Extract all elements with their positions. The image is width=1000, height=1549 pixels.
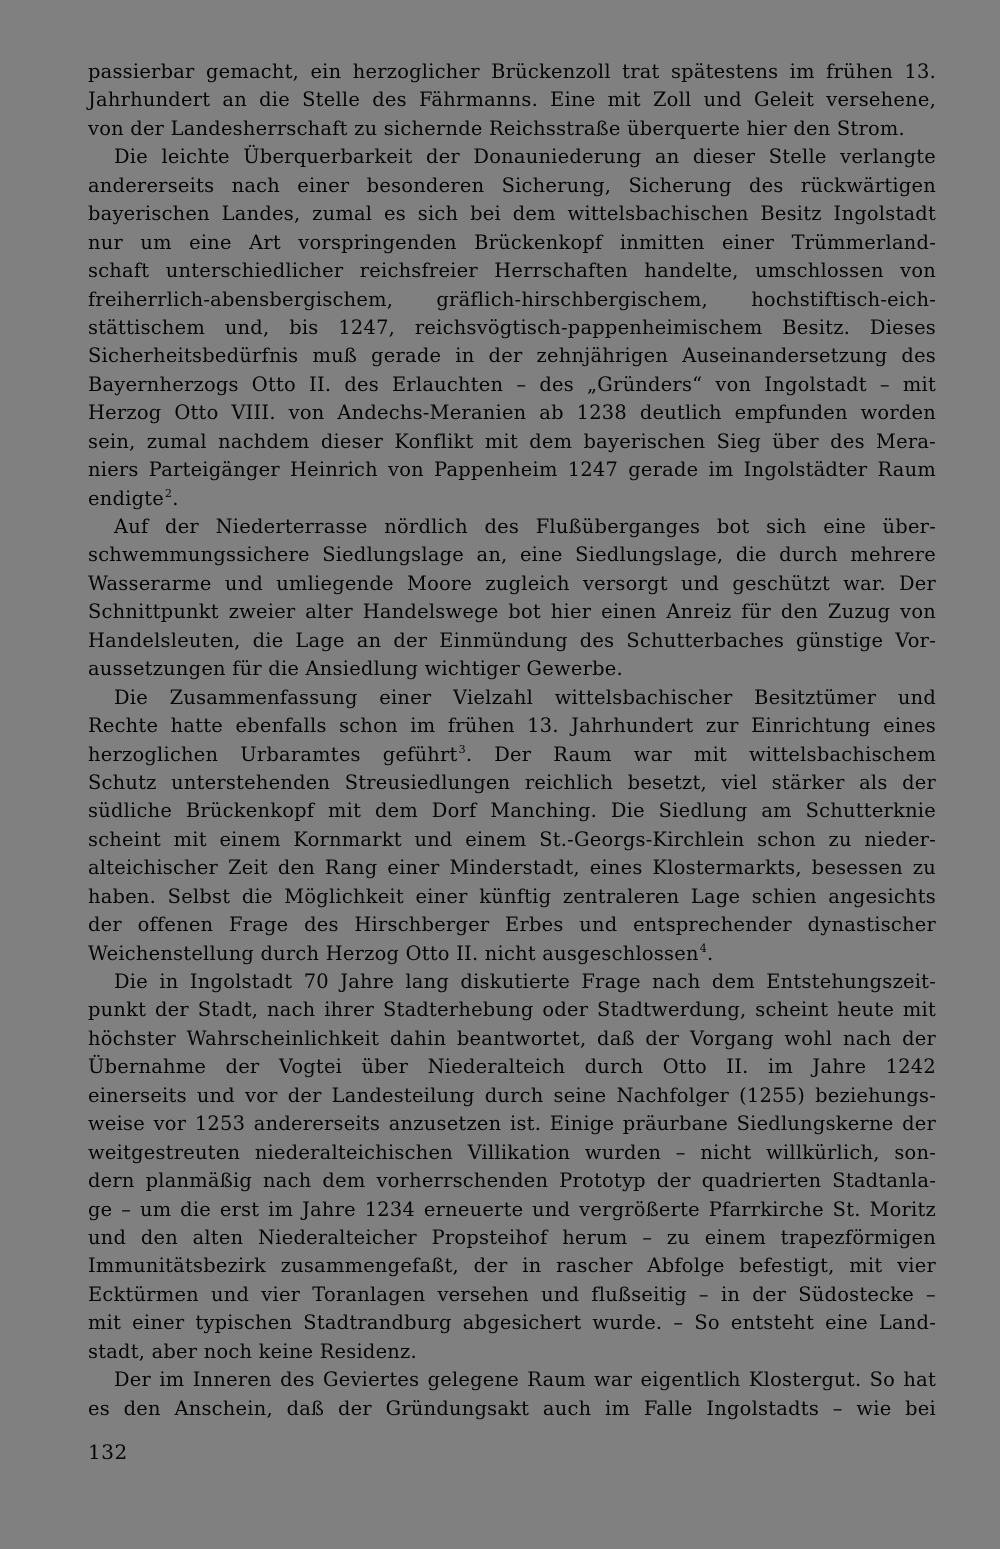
text-line	[88, 428, 936, 456]
line-text: sein, zumal nachdem dieser Konflikt mit dem bayerischen Sieg über des Mera-	[88, 429, 936, 453]
text-line	[88, 1366, 936, 1394]
text-line	[88, 883, 936, 911]
text-line	[88, 1053, 936, 1081]
line-text: endigte	[88, 486, 165, 510]
text-line	[88, 940, 936, 968]
text-line	[88, 1139, 936, 1167]
line-text: stadt, aber noch keine Residenz.	[88, 1339, 417, 1363]
text-line	[88, 655, 936, 683]
line-text: bayerischen Landes, zumal es sich bei dem wittelsbachischen Besitz Ingolstadt	[88, 202, 936, 226]
text-line	[88, 968, 936, 996]
line-text: der offenen Frage des Hirschberger Erbes und entsprechender dynastischer	[88, 913, 936, 937]
text-line	[88, 1025, 936, 1053]
line-text: Immunitätsbezirk zusammengefaßt, der in rascher Abfolge befestigt, mit vier	[88, 1254, 936, 1278]
text-line	[88, 115, 936, 143]
text-line	[88, 1110, 936, 1138]
text-line	[88, 769, 936, 797]
line-text: Schutz unterstehenden Streusiedlungen reichlich besetzt, viel stärker als der	[88, 770, 936, 794]
line-text: höchster Wahrscheinlichkeit dahin beantwortet, daß der Vorgang wohl nach der	[88, 1026, 936, 1050]
line-text: ge – um die erst im Jahre 1234 erneuerte und vergrößerte Pfarrkirche St. Moritz	[88, 1197, 936, 1221]
text-line	[88, 1281, 936, 1309]
text-line	[88, 627, 936, 655]
line-text: und den alten Niederalteicher Propsteihof herum – zu einem trapezförmigen	[88, 1225, 936, 1249]
text-line	[88, 1224, 936, 1252]
line-text: Rechte hatte ebenfalls schon im frühen 13. Jahrhundert zur Einrichtung eines	[88, 714, 936, 738]
line-text: Wasserarme und umliegende Moore zugleich versorgt und geschützt war. Der	[88, 571, 936, 595]
text-line	[88, 570, 936, 598]
text-line	[88, 143, 936, 171]
line-text: alteichischer Zeit den Rang einer Minderstadt, eines Klostermarkts, besessen zu	[88, 856, 936, 880]
line-text: weitgestreuten niederalteichischen Villikation wurden – nicht willkürlich, son-	[88, 1140, 936, 1164]
text-line	[88, 826, 936, 854]
page-number: 132	[88, 1440, 128, 1464]
text-line	[88, 314, 936, 342]
line-text: Handelsleuten, die Lage an der Einmündung des Schutterbaches günstige Vor-	[88, 628, 936, 652]
line-text: schaft unterschiedlicher reichsfreier Herrschaften handelte, umschlossen von	[88, 259, 936, 283]
text-line	[88, 172, 936, 200]
line-text: einerseits und vor der Landesteilung durch seine Nachfolger (1255) beziehungs-	[88, 1083, 936, 1107]
text-line	[88, 598, 936, 626]
text-line	[88, 996, 936, 1024]
text-line	[88, 684, 936, 712]
line-text: herzoglichen Urbaramtes geführt	[88, 742, 458, 766]
text-line	[88, 86, 936, 114]
line-text: aussetzungen für die Ansiedlung wichtiger Gewerbe.	[88, 657, 623, 681]
line-text: Sicherheitsbedürfnis muß gerade in der zehnjährigen Auseinandersetzung des	[88, 344, 936, 368]
line-text: punkt der Stadt, nach ihrer Stadterhebung oder Stadtwerdung, scheint heute mit	[88, 998, 936, 1022]
line-text: stättischem und, bis 1247, reichsvögtisch-pappenheimischem Besitz. Dieses	[88, 315, 936, 339]
line-text: Der im Inneren des Geviertes gelegene Raum war eigentlich Klostergut. So hat	[114, 1368, 936, 1392]
line-text: Herzog Otto VIII. von Andechs-Meranien ab 1238 deutlich empfunden worden	[88, 401, 936, 425]
line-text: schwemmungssichere Siedlungslage an, eine Siedlungslage, die durch mehrere	[88, 543, 936, 567]
line-text: passierbar gemacht, ein herzoglicher Brückenzoll trat spätestens im frühen 13.	[88, 60, 936, 83]
text-line	[88, 1167, 936, 1195]
line-text: es den Anschein, daß der Gründungsakt auch im Falle Ingolstadts – wie bei	[88, 1396, 936, 1420]
text-line	[88, 399, 936, 427]
line-text: Jahrhundert an die Stelle des Fährmanns. Eine mit Zoll und Geleit versehene,	[88, 88, 936, 112]
line-text-continued: .	[706, 941, 714, 965]
text-line	[88, 286, 936, 314]
line-text: Die in Ingolstadt 70 Jahre lang diskutierte Frage nach dem Entstehungszeit-	[114, 970, 936, 993]
text-line	[88, 741, 936, 769]
text-line	[88, 456, 936, 484]
line-text: weise vor 1253 andererseits anzusetzen ist. Einige präurbane Siedlungskerne der	[88, 1112, 936, 1136]
line-text: von der Landesherrschaft zu sichernde Reichsstraße überquerte hier den Strom.	[88, 116, 905, 140]
body-text	[88, 58, 936, 1423]
text-line	[88, 371, 936, 399]
footnote-marker: 3	[458, 742, 466, 756]
line-text: Die Zusammenfassung einer Vielzahl wittelsbachischer Besitztümer und	[114, 685, 936, 709]
line-text: scheint mit einem Kornmarkt und einem St.-Georgs-Kirchlein schon zu nieder-	[88, 827, 936, 851]
text-line	[88, 200, 936, 228]
text-line	[88, 541, 936, 569]
text-line	[88, 712, 936, 740]
text-line	[88, 1338, 936, 1366]
text-line	[88, 1082, 936, 1110]
text-line	[88, 229, 936, 257]
line-text: Die leichte Überquerbarkeit der Donauniederung an dieser Stelle verlangte	[114, 145, 936, 169]
text-line	[88, 58, 936, 86]
line-text: Weichenstellung durch Herzog Otto II. nicht ausgeschlossen	[88, 941, 699, 965]
line-text: Schnittpunkt zweier alter Handelswege bot hier einen Anreiz für den Zuzug von	[88, 600, 936, 624]
line-text: nur um eine Art vorspringenden Brückenkopf inmitten einer Trümmerland-	[88, 230, 936, 254]
line-text: mit einer typischen Stadtrandburg abgesichert wurde. – So entsteht eine Land-	[88, 1311, 936, 1335]
line-text: Bayernherzogs Otto II. des Erlauchten – des „Gründers“ von Ingolstadt – mit	[88, 372, 936, 396]
text-line	[88, 1196, 936, 1224]
text-line	[88, 342, 936, 370]
text-line	[88, 485, 936, 513]
text-line	[88, 854, 936, 882]
line-text-continued: . Der Raum war mit wittelsbachischem	[465, 742, 936, 766]
line-text: Auf der Niederterrasse nördlich des Flußüberganges bot sich eine über-	[114, 515, 936, 538]
line-text: Ecktürmen und vier Toranlagen versehen und flußseitig – in der Südostecke –	[88, 1282, 936, 1306]
text-line	[88, 257, 936, 285]
text-line	[88, 1252, 936, 1280]
line-text: haben. Selbst die Möglichkeit einer künftig zentraleren Lage schien angesichts	[88, 884, 936, 908]
line-text-continued: .	[172, 486, 179, 510]
line-text: andererseits nach einer besonderen Sicherung, Sicherung des rückwärtigen	[88, 173, 936, 197]
line-text: niers Parteigänger Heinrich von Pappenheim 1247 gerade im Ingolstädter Raum	[88, 458, 936, 482]
text-line	[88, 1309, 936, 1337]
text-line	[88, 513, 936, 541]
text-line	[88, 797, 936, 825]
line-text: Übernahme der Vogtei über Niederalteich durch Otto II. im Jahre 1242	[88, 1055, 936, 1079]
footnote-marker: 2	[165, 486, 173, 500]
text-line	[88, 911, 936, 939]
line-text: dern planmäßig nach dem vorherrschenden Prototyp der quadrierten Stadtanla-	[88, 1169, 936, 1193]
line-text: südliche Brückenkopf mit dem Dorf Manching. Die Siedlung am Schutterknie	[88, 799, 936, 823]
text-line	[88, 1395, 936, 1423]
line-text: freiherrlich-abensbergischem, gräflich-hirschbergischem, hochstiftisch-eich-	[88, 287, 936, 311]
footnote-marker: 4	[699, 941, 707, 955]
